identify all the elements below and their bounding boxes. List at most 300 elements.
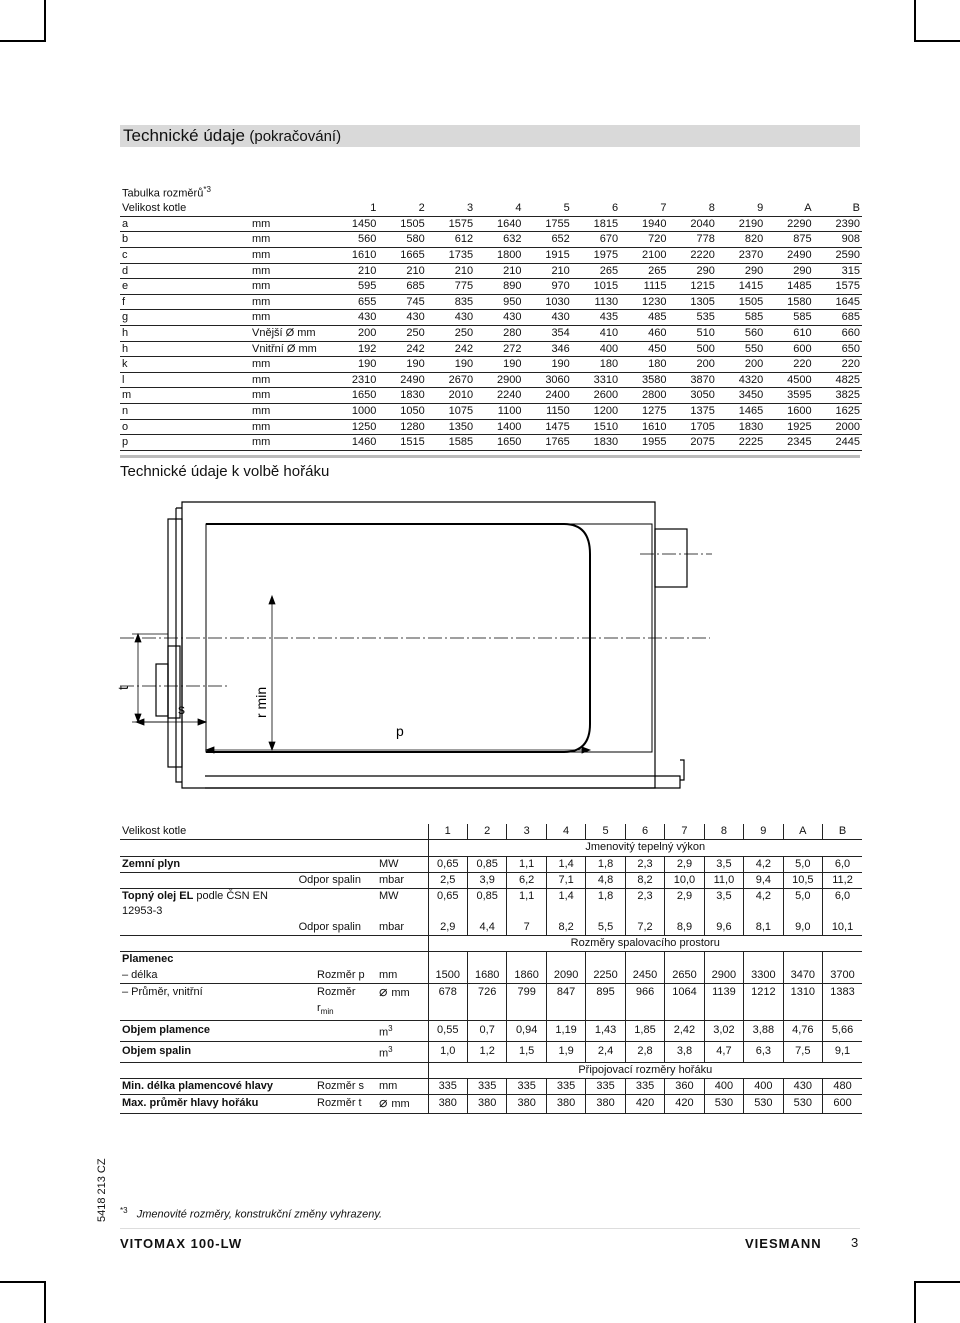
- value-cell: 4,7: [704, 1041, 743, 1062]
- table-cell: 2400: [523, 388, 571, 404]
- table-cell: 485: [620, 310, 668, 326]
- max-diameter-unit: [377, 1095, 428, 1113]
- empty-cell: [315, 1020, 377, 1041]
- size-cell: 2: [467, 824, 506, 840]
- value-cell: 11,0: [704, 872, 743, 888]
- table-cell: g: [120, 310, 250, 326]
- header-cell: 2: [378, 201, 426, 216]
- table-cell: mm: [250, 419, 330, 435]
- value-cell: 3,88: [744, 1020, 783, 1041]
- table-cell: 2800: [620, 388, 668, 404]
- burner-section-header: [120, 455, 860, 480]
- table-cell: 685: [378, 279, 426, 295]
- table-cell: 1030: [523, 294, 571, 310]
- table-row: [120, 952, 862, 968]
- value-cell: 2,8: [625, 1041, 664, 1062]
- table-cell: 2670: [427, 372, 475, 388]
- table-cell: 1000: [330, 403, 378, 419]
- unit-superscript: 3: [388, 1023, 393, 1033]
- crop-mark: [44, 1283, 46, 1323]
- table-cell: 2040: [669, 216, 717, 232]
- empty-cell: [823, 904, 862, 919]
- table-row: [120, 824, 862, 840]
- table-cell: o: [120, 419, 250, 435]
- value-cell: 1,9: [546, 1041, 585, 1062]
- gas-label: Zemní plyn: [120, 856, 238, 872]
- value-cell: 1500: [428, 968, 467, 984]
- empty-cell: [315, 840, 377, 856]
- value-cell: 5,0: [783, 889, 822, 905]
- oil-label-line2: 12953-3: [122, 905, 163, 918]
- value-cell: 0,55: [428, 1020, 467, 1041]
- table-cell: p: [120, 435, 250, 451]
- table-cell: 435: [572, 310, 620, 326]
- crop-mark: [0, 40, 46, 42]
- table-cell: 1815: [572, 216, 620, 232]
- table-row: [120, 856, 862, 872]
- table-cell: 250: [427, 326, 475, 342]
- value-cell: 420: [625, 1095, 664, 1113]
- table-cell: 1955: [620, 435, 668, 451]
- empty-cell: [704, 1001, 743, 1020]
- empty-cell: [428, 1001, 467, 1020]
- table-cell: mm: [250, 310, 330, 326]
- unit-text: m: [379, 1047, 389, 1060]
- table-cell: 2100: [620, 248, 668, 264]
- value-cell: 1,4: [546, 856, 585, 872]
- product-name: VITOMAX 100-LW: [120, 1236, 243, 1251]
- size-cell: A: [783, 824, 822, 840]
- table-cell: 460: [620, 326, 668, 342]
- table-cell: 3870: [669, 372, 717, 388]
- empty-cell: [665, 1001, 704, 1020]
- empty-cell: [507, 904, 546, 919]
- crop-mark: [914, 1283, 916, 1323]
- diameter-icon: ⌀: [379, 1094, 392, 1111]
- table-cell: 1415: [717, 279, 765, 295]
- table-cell: 265: [572, 263, 620, 279]
- table-cell: 1350: [427, 419, 475, 435]
- dim-cell: Rozměr t: [315, 1095, 377, 1113]
- table-cell: 1515: [378, 435, 426, 451]
- table-row: [120, 1020, 862, 1041]
- table-cell: 652: [523, 232, 571, 248]
- table-cell: 210: [330, 263, 378, 279]
- value-cell: 3700: [823, 968, 862, 984]
- empty-cell: [120, 920, 238, 936]
- value-cell: 420: [665, 1095, 704, 1113]
- value-cell: 400: [744, 1078, 783, 1094]
- table-cell: mm: [250, 216, 330, 232]
- value-cell: 7,1: [546, 872, 585, 888]
- table-cell: 1215: [669, 279, 717, 295]
- header-row: [120, 201, 862, 216]
- value-cell: 1064: [665, 983, 704, 1001]
- caption-text: Tabulka rozměrů: [122, 187, 204, 200]
- table-cell: 1650: [475, 435, 523, 451]
- table-cell: 1015: [572, 279, 620, 295]
- value-cell: 2,5: [428, 872, 467, 888]
- table-cell: 1150: [523, 403, 571, 419]
- value-cell: 530: [783, 1095, 822, 1113]
- value-cell: 380: [546, 1095, 585, 1113]
- value-cell: 380: [586, 1095, 625, 1113]
- size-cell: 3: [507, 824, 546, 840]
- dim-cell: Rozměr s: [315, 1078, 377, 1094]
- flame-volume-unit: [377, 1020, 428, 1041]
- value-cell: 3,5: [704, 856, 743, 872]
- table-cell: 820: [717, 232, 765, 248]
- value-cell: 726: [467, 983, 506, 1001]
- table-row: [120, 263, 862, 279]
- empty-cell: [120, 840, 238, 856]
- value-cell: 0,65: [428, 856, 467, 872]
- table-cell: 410: [572, 326, 620, 342]
- table-row: [120, 326, 862, 342]
- table-cell: 2310: [330, 372, 378, 388]
- empty-cell: [546, 1001, 585, 1020]
- table-cell: 1585: [427, 435, 475, 451]
- caption-footnote-ref: *3: [203, 185, 211, 194]
- table-cell: 180: [572, 357, 620, 373]
- page-number: 3: [851, 1235, 859, 1250]
- value-cell: 5,5: [586, 920, 625, 936]
- table-cell: 1130: [572, 294, 620, 310]
- value-cell: 2,9: [665, 856, 704, 872]
- value-cell: 7,2: [625, 920, 664, 936]
- table-cell: 1575: [427, 216, 475, 232]
- empty-cell: [315, 856, 377, 872]
- table-cell: 1610: [330, 248, 378, 264]
- dim-label-r: r min: [253, 686, 269, 718]
- table-cell: 1050: [378, 403, 426, 419]
- empty-cell: [823, 1001, 862, 1020]
- table-cell: 400: [572, 341, 620, 357]
- value-cell: 335: [507, 1078, 546, 1094]
- empty-cell: [315, 936, 377, 952]
- rmin-symbol: r: [317, 1002, 321, 1015]
- table-cell: 660: [814, 326, 862, 342]
- flame-volume-label: Objem plamence: [120, 1020, 315, 1041]
- page-title: Technické údaje: [123, 126, 245, 145]
- table-cell: 1765: [523, 435, 571, 451]
- table-cell: 1375: [669, 403, 717, 419]
- header-cell: 8: [669, 201, 717, 216]
- table-cell: 1250: [330, 419, 378, 435]
- table-cell: 500: [669, 341, 717, 357]
- table-cell: 1460: [330, 435, 378, 451]
- value-cell: 9,4: [744, 872, 783, 888]
- size-cell: 4: [546, 824, 585, 840]
- size-cell: 9: [744, 824, 783, 840]
- table-cell: mm: [250, 294, 330, 310]
- burner-section-title: Technické údaje k volbě hořáku: [120, 463, 330, 480]
- table-cell: 612: [427, 232, 475, 248]
- empty-cell: [377, 1062, 428, 1078]
- table-cell: 510: [669, 326, 717, 342]
- unit-text: m: [379, 1026, 389, 1039]
- table-row: [120, 1095, 862, 1113]
- table-cell: 1450: [330, 216, 378, 232]
- table-cell: 1975: [572, 248, 620, 264]
- table-row: [120, 357, 862, 373]
- table-cell: 1705: [669, 419, 717, 435]
- length-label: – délka: [120, 968, 315, 984]
- table-cell: 1755: [523, 216, 571, 232]
- table-cell: d: [120, 263, 250, 279]
- value-cell: 3,5: [704, 889, 743, 905]
- value-cell: 335: [428, 1078, 467, 1094]
- value-cell: 10,1: [823, 920, 862, 936]
- table-row: [120, 294, 862, 310]
- rmin-subscript: min: [320, 1007, 334, 1017]
- empty-cell: [315, 1062, 377, 1078]
- value-cell: 2450: [625, 968, 664, 984]
- table-cell: 778: [669, 232, 717, 248]
- empty-cell: [467, 1001, 506, 1020]
- table-row: [120, 1078, 862, 1094]
- table-cell: 610: [765, 326, 813, 342]
- empty-cell: [704, 904, 743, 919]
- table-row: [120, 419, 862, 435]
- table-caption: [120, 183, 862, 201]
- table-cell: mm: [250, 263, 330, 279]
- table-cell: 200: [669, 357, 717, 373]
- empty-cell: [377, 936, 428, 952]
- empty-cell: [704, 952, 743, 968]
- document-code: 5418 213 CZ: [96, 1158, 108, 1222]
- table-cell: 632: [475, 232, 523, 248]
- table-cell: 1475: [523, 419, 571, 435]
- empty-cell: [238, 936, 315, 952]
- table-cell: 280: [475, 326, 523, 342]
- value-cell: 2900: [704, 968, 743, 984]
- value-cell: 7: [507, 920, 546, 936]
- value-cell: 530: [744, 1095, 783, 1113]
- table-cell: mm: [250, 388, 330, 404]
- min-length-label: Min. délka plamencové hlavy: [120, 1078, 315, 1094]
- crop-mark: [44, 0, 46, 40]
- table-cell: 585: [765, 310, 813, 326]
- footer-divider: [120, 1228, 860, 1229]
- table-cell: 250: [378, 326, 426, 342]
- table-row: [120, 388, 862, 404]
- table-cell: 242: [378, 341, 426, 357]
- crop-mark: [914, 0, 916, 40]
- table-cell: 535: [669, 310, 717, 326]
- table-cell: e: [120, 279, 250, 295]
- table-cell: 220: [765, 357, 813, 373]
- empty-cell: [665, 904, 704, 919]
- flue-volume-unit: [377, 1041, 428, 1062]
- empty-cell: [625, 1001, 664, 1020]
- table-cell: c: [120, 248, 250, 264]
- value-cell: 3,02: [704, 1020, 743, 1041]
- table-cell: m: [120, 388, 250, 404]
- table-cell: 1800: [475, 248, 523, 264]
- table-cell: 450: [620, 341, 668, 357]
- header-cell: 7: [620, 201, 668, 216]
- table-cell: 1940: [620, 216, 668, 232]
- value-cell: 3,9: [467, 872, 506, 888]
- value-cell: 380: [428, 1095, 467, 1113]
- table-cell: 190: [378, 357, 426, 373]
- value-cell: 2,3: [625, 889, 664, 905]
- table-cell: 560: [330, 232, 378, 248]
- table-row: [120, 1041, 862, 1062]
- rmin-cell: [120, 1001, 428, 1020]
- footnote-ref: *3: [120, 1206, 128, 1215]
- footnote: [120, 1206, 382, 1221]
- table-cell: 354: [523, 326, 571, 342]
- table-cell: 600: [765, 341, 813, 357]
- header-cell: 3: [427, 201, 475, 216]
- value-cell: 678: [428, 983, 467, 1001]
- value-cell: 600: [823, 1095, 862, 1113]
- table-row: [120, 248, 862, 264]
- table-cell: 775: [427, 279, 475, 295]
- table-cell: 890: [475, 279, 523, 295]
- table-cell: 210: [523, 263, 571, 279]
- table-cell: 1230: [620, 294, 668, 310]
- value-cell: 1310: [783, 983, 822, 1001]
- table-cell: 3595: [765, 388, 813, 404]
- table-row: [120, 1001, 862, 1020]
- table-cell: 3050: [669, 388, 717, 404]
- value-cell: 8,9: [665, 920, 704, 936]
- empty-cell: [120, 1062, 238, 1078]
- page-title-suffix: (pokračování): [249, 128, 342, 145]
- value-cell: 1139: [704, 983, 743, 1001]
- empty-cell: [238, 1062, 315, 1078]
- table-cell: mm: [250, 357, 330, 373]
- table-cell: 220: [814, 357, 862, 373]
- table-cell: 655: [330, 294, 378, 310]
- value-cell: 9,0: [783, 920, 822, 936]
- table-row: [120, 968, 862, 984]
- value-cell: 1,8: [586, 856, 625, 872]
- value-cell: 1,0: [428, 1041, 467, 1062]
- empty-cell: [783, 1001, 822, 1020]
- header-cell: 9: [717, 201, 765, 216]
- table-cell: 2490: [765, 248, 813, 264]
- table-cell: Vnitřní Ø mm: [250, 341, 330, 357]
- dim-cell: Rozměr p: [315, 968, 377, 984]
- value-cell: 1680: [467, 968, 506, 984]
- value-cell: 1212: [744, 983, 783, 1001]
- table-cell: 265: [620, 263, 668, 279]
- table-row: [120, 435, 862, 451]
- value-cell: 799: [507, 983, 546, 1001]
- table-cell: 550: [717, 341, 765, 357]
- value-cell: 1,5: [507, 1041, 546, 1062]
- section-title-bar: [120, 125, 860, 147]
- table-cell: 950: [475, 294, 523, 310]
- header-label: Velikost kotle: [120, 824, 428, 840]
- empty-cell: [428, 952, 467, 968]
- table-cell: 1465: [717, 403, 765, 419]
- table-cell: f: [120, 294, 250, 310]
- unit-cell: mbar: [377, 872, 428, 888]
- table-cell: 2590: [814, 248, 862, 264]
- value-cell: 1,1: [507, 856, 546, 872]
- table-cell: k: [120, 357, 250, 373]
- dim-label-t: t: [115, 686, 131, 690]
- table-cell: 1485: [765, 279, 813, 295]
- dimensions-table: [120, 183, 862, 451]
- table-cell: 290: [765, 263, 813, 279]
- empty-cell: [546, 952, 585, 968]
- table-cell: 1830: [378, 388, 426, 404]
- value-cell: 430: [783, 1078, 822, 1094]
- table-row: [120, 904, 862, 919]
- table-cell: 1510: [572, 419, 620, 435]
- table-cell: 2445: [814, 435, 862, 451]
- value-cell: 3470: [783, 968, 822, 984]
- unit-cell: mm: [377, 968, 428, 984]
- table-cell: mm: [250, 403, 330, 419]
- table-cell: 3060: [523, 372, 571, 388]
- value-cell: 4,76: [783, 1020, 822, 1041]
- size-cell: 7: [665, 824, 704, 840]
- value-cell: 6,0: [823, 856, 862, 872]
- value-cell: 966: [625, 983, 664, 1001]
- table-cell: 180: [620, 357, 668, 373]
- size-cell: 6: [625, 824, 664, 840]
- table-cell: 210: [378, 263, 426, 279]
- table-cell: 1830: [717, 419, 765, 435]
- value-cell: 10,5: [783, 872, 822, 888]
- table-row: [120, 310, 862, 326]
- header-cell: Velikost kotle: [120, 201, 250, 216]
- value-cell: 2,42: [665, 1020, 704, 1041]
- table-cell: 192: [330, 341, 378, 357]
- value-cell: 1,8: [586, 889, 625, 905]
- header-cell: 6: [572, 201, 620, 216]
- table-row: [120, 372, 862, 388]
- table-cell: 2225: [717, 435, 765, 451]
- value-cell: 1,43: [586, 1020, 625, 1041]
- subheader-cell: Připojovací rozměry hořáku: [428, 1062, 862, 1078]
- table-cell: mm: [250, 248, 330, 264]
- table-cell: 595: [330, 279, 378, 295]
- value-cell: 4,4: [467, 920, 506, 936]
- dim-label-s: s: [178, 701, 185, 717]
- table-cell: mm: [250, 279, 330, 295]
- table-cell: 875: [765, 232, 813, 248]
- value-cell: 3300: [744, 968, 783, 984]
- flue-volume-label: Objem spalin: [120, 1041, 315, 1062]
- table-cell: 3825: [814, 388, 862, 404]
- value-cell: 8,1: [744, 920, 783, 936]
- value-cell: 335: [586, 1078, 625, 1094]
- table-cell: 1505: [717, 294, 765, 310]
- value-cell: 9,1: [823, 1041, 862, 1062]
- table-cell: 1200: [572, 403, 620, 419]
- table-row: [120, 279, 862, 295]
- empty-cell: [315, 889, 377, 905]
- table-row: [120, 889, 862, 905]
- table-cell: 1305: [669, 294, 717, 310]
- empty-cell: [315, 1041, 377, 1062]
- unit-text: mm: [391, 1098, 410, 1111]
- table-cell: 1575: [814, 279, 862, 295]
- value-cell: 1,2: [467, 1041, 506, 1062]
- table-cell: 315: [814, 263, 862, 279]
- table-row: [120, 1062, 862, 1078]
- table-cell: b: [120, 232, 250, 248]
- table-cell: 4320: [717, 372, 765, 388]
